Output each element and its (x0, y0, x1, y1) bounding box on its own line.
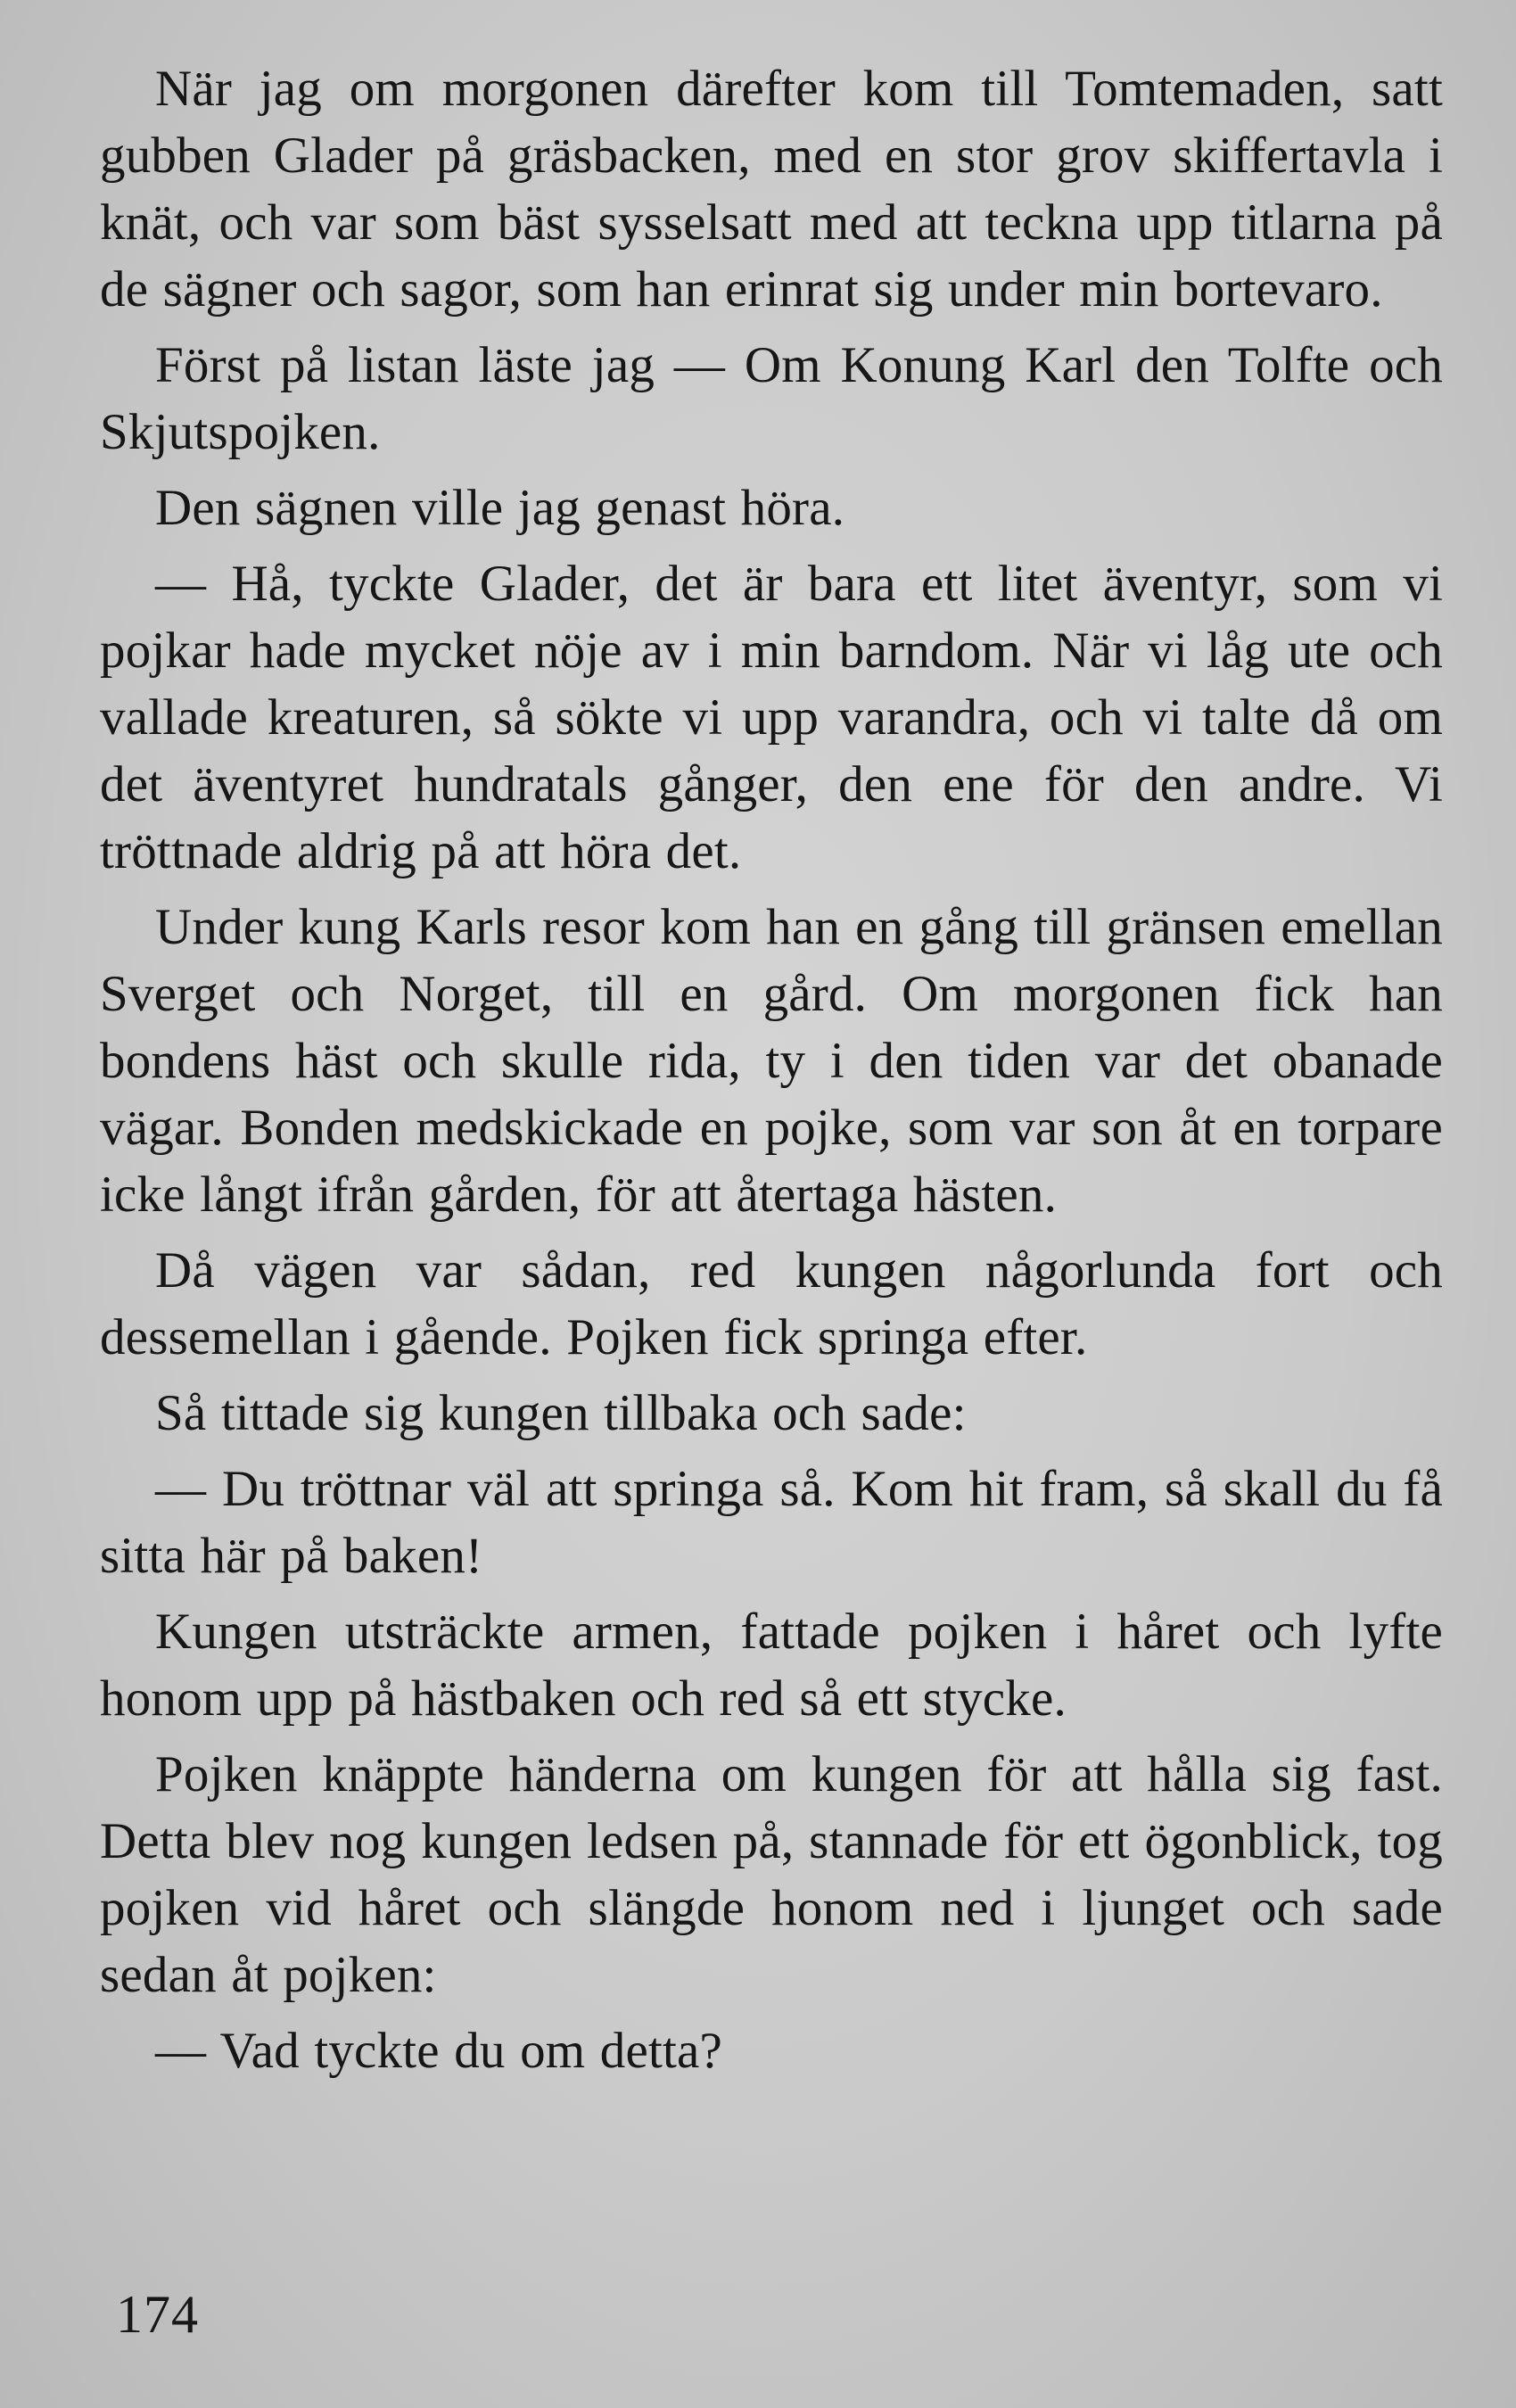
body-text (100, 55, 1443, 2093)
page-number: 174 (116, 2285, 199, 2344)
paragraph: När jag om morgonen därefter kom till Tomtemaden, satt gubben Glader på gräsbacken, med en stor grov skiffertavla i knät, och var som bäst sysselsatt med att teckna upp titlarna på de sägner och sagor, som han erinrat sig under min bortevaro. (100, 61, 1443, 317)
paragraph: Först på listan läste jag — Om Konung Karl den Tolfte och Skjutspojken. (100, 337, 1443, 460)
paragraph: Den sägnen ville jag genast höra. (155, 480, 845, 536)
paragraph: Då vägen var sådan, red kungen någorlunda fort och dessemellan i gående. Pojken fick springa efter. (100, 1242, 1443, 1365)
paragraph: — Hå, tyckte Glader, det är bara ett litet äventyr, som vi pojkar hade mycket nöje av i min barndom. När vi låg ute och vallade kreaturen, så sökte vi upp varandra, och vi talte då om det äventyret hundratals gånger, den ene för den andre. Vi tröttnade aldrig på att höra det. (100, 556, 1443, 879)
paragraph: Pojken knäppte händerna om kungen för att hålla sig fast. Detta blev nog kungen ledsen på, stannade för ett ögonblick, tog pojken vid håret och slängde honom ned i ljunget och sade sedan åt pojken: (100, 1746, 1443, 2003)
paragraph: Under kung Karls resor kom han en gång till gränsen emellan Sverget och Norget, till en gård. Om morgonen fick han bondens häst och skulle rida, ty i den tiden var det obanade vägar. Bonden medskickade en pojke, som var son åt en torpare icke långt ifrån gården, för att återtaga hästen. (100, 899, 1443, 1223)
paragraph: Så tittade sig kungen tillbaka och sade: (155, 1385, 967, 1441)
paragraph: — Vad tyckte du om detta? (155, 2023, 723, 2079)
paragraph: Kungen utsträckte armen, fattade pojken i håret och lyfte honom upp på hästbaken och red så ett stycke. (100, 1604, 1443, 1727)
paragraph: — Du tröttnar väl att springa så. Kom hit fram, så skall du få sitta här på baken! (100, 1461, 1443, 1584)
